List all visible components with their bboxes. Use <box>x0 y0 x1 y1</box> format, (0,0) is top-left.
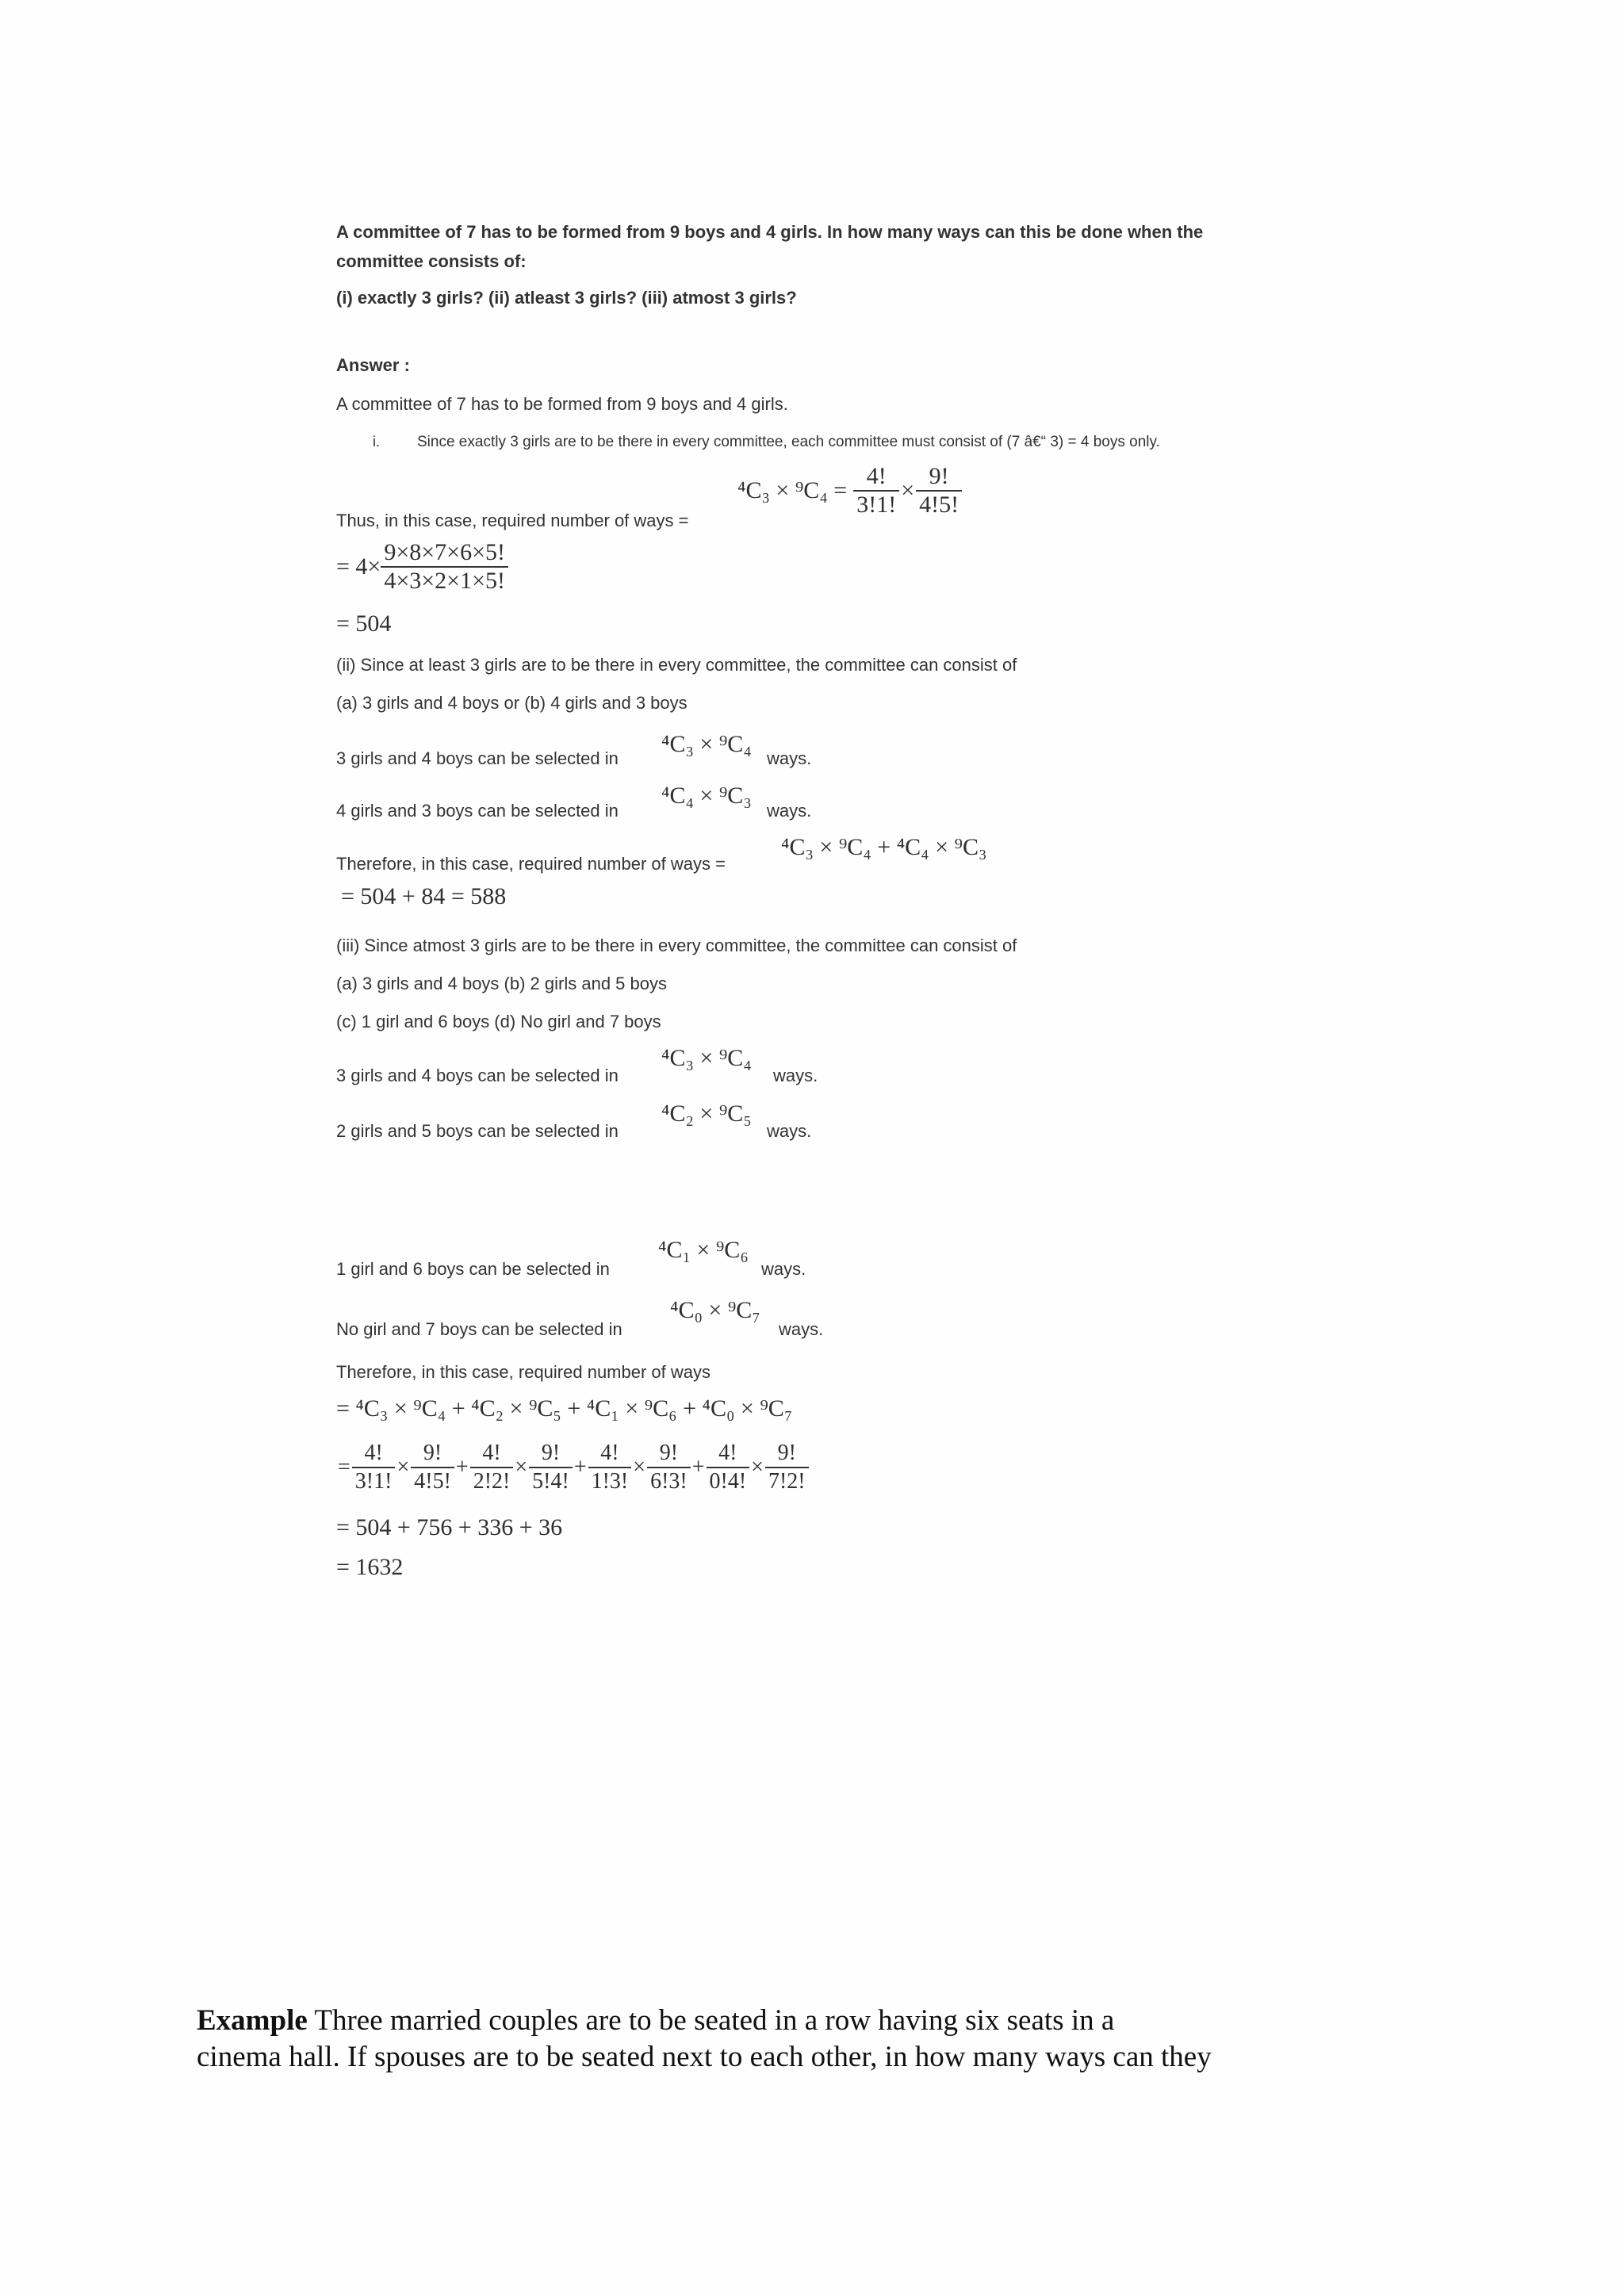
plus-sign: + <box>455 1455 469 1479</box>
part-i-fraction-2 <box>916 463 962 519</box>
fraction-denominator: 4×3×2×1×5! <box>384 568 506 594</box>
part-iii-selection-2-ways: ways. <box>767 1121 812 1141</box>
part-ii-selection-2-ways: ways. <box>767 801 812 821</box>
times-sign: × <box>515 1455 528 1479</box>
fraction-numerator: 9! <box>529 1440 573 1468</box>
fraction-denominator: 2!2! <box>473 1469 511 1494</box>
part-i-step-fraction <box>381 539 508 595</box>
part-iii-selection-1-math: ⁴C₃ × ⁹C₄ <box>661 1045 752 1071</box>
fraction-numerator: 4! <box>352 1440 396 1468</box>
part-iii-selection-2-math: ⁴C₂ × ⁹C₅ <box>661 1100 752 1127</box>
times-sign: × <box>901 477 915 503</box>
part-iii-therefore: Therefore, in this case, required number of ways <box>336 1362 711 1382</box>
fraction <box>352 1440 396 1495</box>
fraction-numerator: 9! <box>765 1440 809 1468</box>
fraction-denominator: 4!5! <box>919 492 959 518</box>
fraction-numerator: 9! <box>411 1440 454 1468</box>
example-text-1: Three married couples are to be seated in a row having six seats in a <box>314 2004 1115 2037</box>
part-iii-sum-math: = ⁴C₃ × ⁹C₄ + ⁴C₂ × ⁹C₅ + ⁴C₁ × ⁹C₆ + ⁴C₀ × ⁹C₇ <box>336 1395 793 1422</box>
fraction-denominator: 3!1! <box>856 492 897 518</box>
fraction-denominator: 1!3! <box>591 1469 629 1494</box>
fraction-numerator: 9! <box>916 463 962 492</box>
part-ii-selection-1-ways: ways. <box>767 748 812 768</box>
fraction <box>765 1440 809 1495</box>
part-ii-selection-1-text: 3 girls and 4 boys can be selected in <box>336 748 619 768</box>
part-iii-total: = 1632 <box>336 1554 404 1580</box>
fraction <box>647 1440 691 1495</box>
part-iii-selection-1-text: 3 girls and 4 boys can be selected in <box>336 1066 619 1085</box>
part-iii-options-1: (a) 3 girls and 4 boys (b) 2 girls and 5 boys <box>336 974 667 993</box>
part-iii-selection-1-ways: ways. <box>773 1066 818 1085</box>
part-iii-selection-4-ways: ways. <box>779 1319 824 1339</box>
times-sign: × <box>751 1455 764 1479</box>
answer-heading: Answer : <box>336 355 410 375</box>
part-iii-selection-3-ways: ways. <box>761 1259 806 1279</box>
fraction-numerator: 4! <box>707 1440 750 1468</box>
example-line-2: cinema hall. If spouses are to be seated next to each other, in how many ways can they <box>197 2041 1212 2073</box>
part-i-formula-lhs: ⁴C₃ × ⁹C₄ = <box>737 477 848 503</box>
part-i-step-prefix: = 4× <box>336 553 381 580</box>
part-i-step <box>336 539 508 595</box>
fraction-denominator: 6!3! <box>650 1469 688 1494</box>
part-iii-selection-2-text: 2 girls and 5 boys can be selected in <box>336 1121 619 1141</box>
part-ii-selection-2-math: ⁴C₄ × ⁹C₃ <box>661 783 752 809</box>
part-ii-selection-1-math: ⁴C₃ × ⁹C₄ <box>661 731 752 757</box>
part-iii-selection-3-text: 1 girl and 6 boys can be selected in <box>336 1259 610 1279</box>
part-i-text: Since exactly 3 girls are to be there in every committee, each committee must consist of (7 â€“ 3) = 4 boys only. <box>417 434 1160 450</box>
fraction-denominator: 0!4! <box>709 1469 747 1494</box>
fraction <box>411 1440 454 1495</box>
fraction-numerator: 4! <box>853 463 899 492</box>
part-ii-therefore: Therefore, in this case, required number of ways = <box>336 854 726 874</box>
part-ii-selection-2-text: 4 girls and 3 boys can be selected in <box>336 801 619 821</box>
part-iii-fraction-sum <box>336 1440 809 1495</box>
part-ii-options: (a) 3 girls and 4 boys or (b) 4 girls and 3 boys <box>336 693 688 713</box>
answer-intro: A committee of 7 has to be formed from 9 boys and 4 girls. <box>336 394 788 414</box>
part-ii-result: = 504 + 84 = 588 <box>341 883 507 909</box>
fraction <box>470 1440 514 1495</box>
fraction <box>588 1440 632 1495</box>
part-ii-therefore-math: ⁴C₃ × ⁹C₄ + ⁴C₄ × ⁹C₃ <box>781 834 987 860</box>
fraction-numerator: 4! <box>588 1440 632 1468</box>
example-label: Example <box>197 2004 308 2037</box>
part-i-fraction-1 <box>853 463 899 519</box>
plus-sign: + <box>573 1455 587 1479</box>
part-iii-selection-4-math: ⁴C₀ × ⁹C₇ <box>670 1297 760 1323</box>
part-i-thus: Thus, in this case, required number of ways = <box>336 511 689 530</box>
question-line-3: (i) exactly 3 girls? (ii) atleast 3 girls? (iii) atmost 3 girls? <box>336 288 797 308</box>
fraction-denominator: 5!4! <box>532 1469 569 1494</box>
plus-sign: + <box>691 1455 705 1479</box>
part-i-result: = 504 <box>336 610 392 637</box>
question-line-2: committee consists of: <box>336 251 527 271</box>
part-iii-sum-values: = 504 + 756 + 336 + 36 <box>336 1514 563 1540</box>
fraction-denominator: 4!5! <box>414 1469 451 1494</box>
part-iii-text: (iii) Since atmost 3 girls are to be there in every committee, the committee can consist of <box>336 936 1017 955</box>
fraction-denominator: 7!2! <box>768 1469 806 1494</box>
part-ii-text: (ii) Since at least 3 girls are to be there in every committee, the committee can consist of <box>336 655 1017 675</box>
fraction <box>707 1440 750 1495</box>
part-i-marker: i. <box>373 434 380 450</box>
part-iii-options-2: (c) 1 girl and 6 boys (d) No girl and 7 boys <box>336 1012 661 1031</box>
fraction-denominator: 3!1! <box>354 1469 393 1494</box>
part-i-formula <box>737 463 962 519</box>
part-iii-selection-3-math: ⁴C₁ × ⁹C₆ <box>658 1237 749 1263</box>
question-line-1: A committee of 7 has to be formed from 9 boys and 4 girls. In how many ways can this be done when the <box>336 222 1204 242</box>
times-sign: × <box>633 1455 646 1479</box>
equals-sign: = <box>338 1455 350 1479</box>
fraction <box>529 1440 573 1495</box>
fraction-numerator: 9×8×7×6×5! <box>381 539 508 568</box>
fraction-numerator: 4! <box>470 1440 514 1468</box>
example-line-1 <box>197 2003 1114 2038</box>
part-iii-selection-4-text: No girl and 7 boys can be selected in <box>336 1319 622 1339</box>
times-sign: × <box>396 1455 410 1479</box>
fraction-numerator: 9! <box>647 1440 691 1468</box>
